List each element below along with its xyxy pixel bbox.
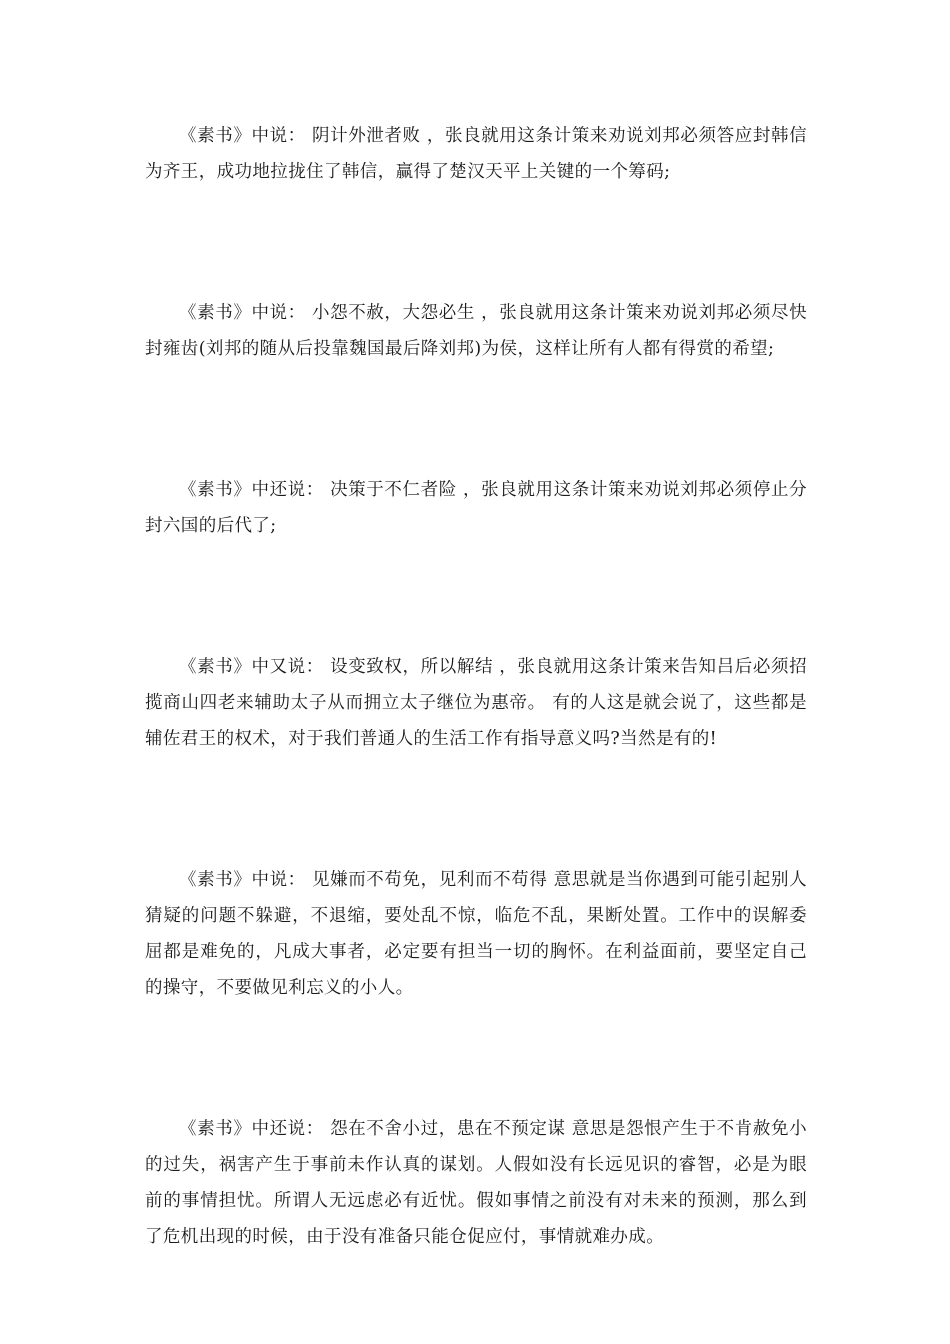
paragraph-3: 《素书》中还说： 决策于不仁者险 ，张良就用这条计策来劝说刘邦必须停止分封六国的后代了; <box>145 480 807 536</box>
paragraph-4: 《素书》中又说： 设变致权，所以解结 ，张良就用这条计策来告知吕后必须招揽商山四老来辅助太子从而拥立太子继位为惠帝。 有的人这是就会说了，这些都是辅佐君王的权术，对于我们普通人的生活工作有指导意义吗?当然是有的! <box>145 657 807 749</box>
paragraph-1: 《素书》中说： 阴计外泄者败 ，张良就用这条计策来劝说刘邦必须答应封韩信为齐王，成功地拉拢住了韩信，赢得了楚汉天平上关键的一个筹码; <box>145 126 807 182</box>
document-body <box>145 118 807 1255</box>
paragraph-5: 《素书》中说： 见嫌而不苟免，见利而不苟得 意思就是当你遇到可能引起别人猜疑的问题不躲避，不退缩，要处乱不惊，临危不乱，果断处置。工作中的误解委屈都是难免的，凡成大事者，必定要有担当一切的胸怀。在利益面前，要坚定自己的操守，不要做见利忘义的小人。 <box>145 870 807 998</box>
paragraph-2: 《素书》中说： 小怨不赦，大怨必生 ，张良就用这条计策来劝说刘邦必须尽快封雍齿(刘邦的随从后投靠魏国最后降刘邦)为侯，这样让所有人都有得赏的希望; <box>145 303 807 359</box>
paragraph-6: 《素书》中还说： 怨在不舍小过，患在不预定谋 意思是怨恨产生于不肯赦免小的过失，祸害产生于事前未作认真的谋划。人假如没有长远见识的睿智，必是为眼前的事情担忧。所谓人无远虑必有近忧。假如事情之前没有对未来的预测，那么到了危机出现的时候，由于没有准备只能仓促应付，事情就难办成。 <box>145 1119 807 1247</box>
